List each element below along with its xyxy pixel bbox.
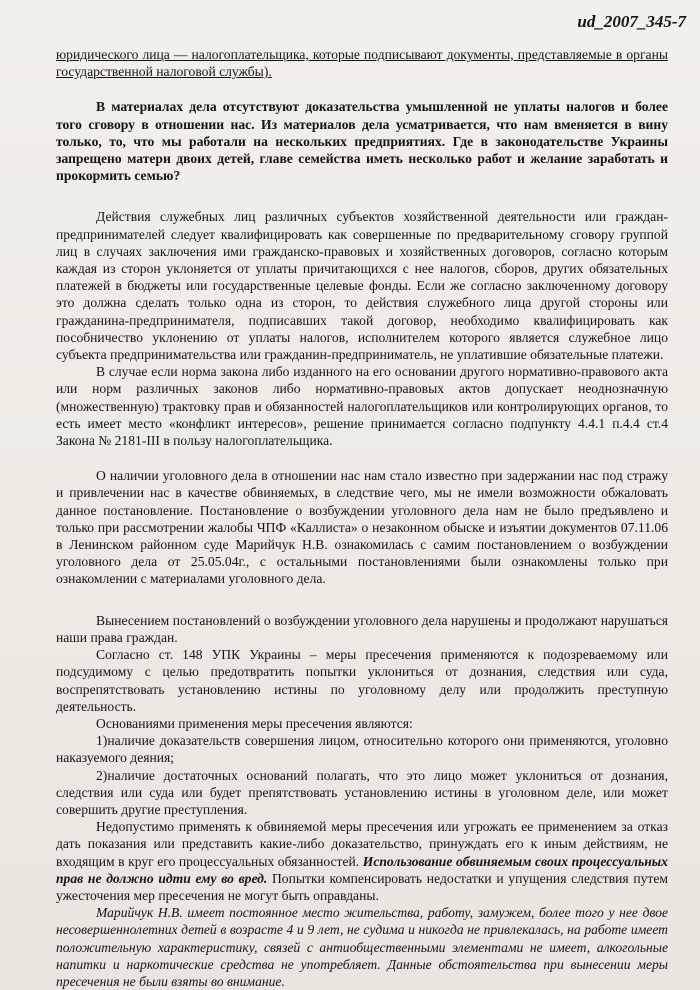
paragraph-intro: юридического лица — налогоплательщика, которые подписывают документы, представляемые в органы государственной налоговой службы). (56, 47, 668, 80)
paragraph-criminal-case: О наличии уголовного дела в отношении нас нам стало известно при задержании нас под стражу и привлечении нас в качестве обвиняемых, в следствие чего, мы не имели возможности обжаловать данное постановление. Постановление о возбуждении уголовного дела нам не было предъявлено и только при рассмотрении жалобы ЧПФ «Каллиста» о незаконном обыске и изъятии документов 07.11.06 в Ленинском районном суде Марийчук Н.В. ознакомилась с самим постановлением о возбуждении уголовного дела от 25.05.04г., с остальными постановлениями были ознакомлены только при ознакомлении с материалами уголовного дела. (56, 468, 668, 587)
inadmissible-text-end: Попытки компенсировать недостатки и упущения следствия путем ужесточения мер пресечения не могут быть оправданы. (56, 870, 668, 903)
inadmissible-text: Недопустимо применять к обвиняемой меры пресечения или угрожать ее применением за отказ дать показания или представить какие-либо доказательство, принуждать его к иным действиям, не входящим в круг его процессуальных обязанностей. (56, 819, 668, 869)
paragraph-rights-violated: Вынесением постановлений о возбуждении уголовного дела нарушены и продолжают нарушаться наши права граждан. (56, 612, 668, 645)
inadmissible-emphasis: Использование обвиняемым своих процессуальных прав не должно идти ему во вред. (56, 853, 668, 886)
paragraph-personal-info: Марийчук Н.В. имеет постоянное место жительства, работу, замужем, более того у нее двое несовершеннолетних детей в возрасте 4 и 9 лет, не судима и никогда не привлекалась, на работе имеет положительную характеристику, связей с антиобщественными элементами не имеет, алкогольные напитки и наркотические средства не употребляет. Данные обстоятельства при вынесении меры пресечения не были взяты во внимание. (56, 905, 668, 989)
paragraph-ground-2: 2)наличие достаточных оснований полагать, что это лицо может уклониться от дознания, следствия или суда или будет препятствовать установлению истины в уголовном деле, или может совершить другие преступления. (56, 767, 668, 817)
paragraph-evidence: В материалах дела отсутствуют доказательства умышленной не уплаты налогов и более того сговору в отношении нас. Из материалов дела усматривается, что нам вменяется в вину только, то, что мы работали на нескольких предприятиях. Где в законодательстве Украины запрещено матери двоих детей, главе семейства иметь несколько работ и желание заработать и прокормить семью? (56, 99, 668, 184)
paragraph-conflict-of-interest: В случае если норма закона либо изданного на его основании другого нормативно-правового акта или норм различных законов либо нормативно-правовых актов допускает неоднозначную (множественную) трактовку прав и обязанностей налогоплательщиков или контролирующих органов, то есть имеет место «конфликт интересов», решение принимается согласно подпункту 4.4.1 п.4.4 ст.4 Закона № 2181-III в пользу налогоплательщика. (56, 364, 668, 449)
document-id: ud_2007_345-7 (577, 12, 686, 31)
paragraph-article-148: Согласно ст. 148 УПК Украины – меры пресечения применяются к подозреваемому или подсудимому с целью предотвратить попытки уклониться от дознания, следствия или суда, воспрепятствовать установлению истины по уголовному делу или продолжить преступную деятельность. (56, 647, 668, 714)
paragraph-ground-1: 1)наличие доказательств совершения лицом, относительно которого они применяются, уголовно наказуемого деяния; (56, 733, 668, 766)
paragraph-grounds: Основаниями применения меры пресечения являются: (96, 715, 413, 731)
paragraph-qualification: Действия служебных лиц различных субъектов хозяйственной деятельности или граждан-предпринимателей следует квалифицировать как совершенные по предварительному сговору группой лиц в случаях заключения ими гражданско-правовых и хозяйственных договоров, согласно которым каждая из сторон уклоняется от уплаты причитающихся с нее налогов, сборов, других обязательных платежей в бюджеты или государственные целевые фонды. Если же согласно заключенному договору это должна сделать только одна из сторон, то действия служебного лица другой стороны или гражданина-предпринимателя, подписавших такой договор, необходимо квалифицировать как пособничество уклонению от уплаты налогов, исполнителем которого является служебное лицо субъекта предпринимательства или гражданин-предприниматель, не уплатившие обязательные платежи. (56, 209, 668, 363)
paragraph-inadmissible (56, 818, 668, 904)
document-body (56, 46, 668, 990)
